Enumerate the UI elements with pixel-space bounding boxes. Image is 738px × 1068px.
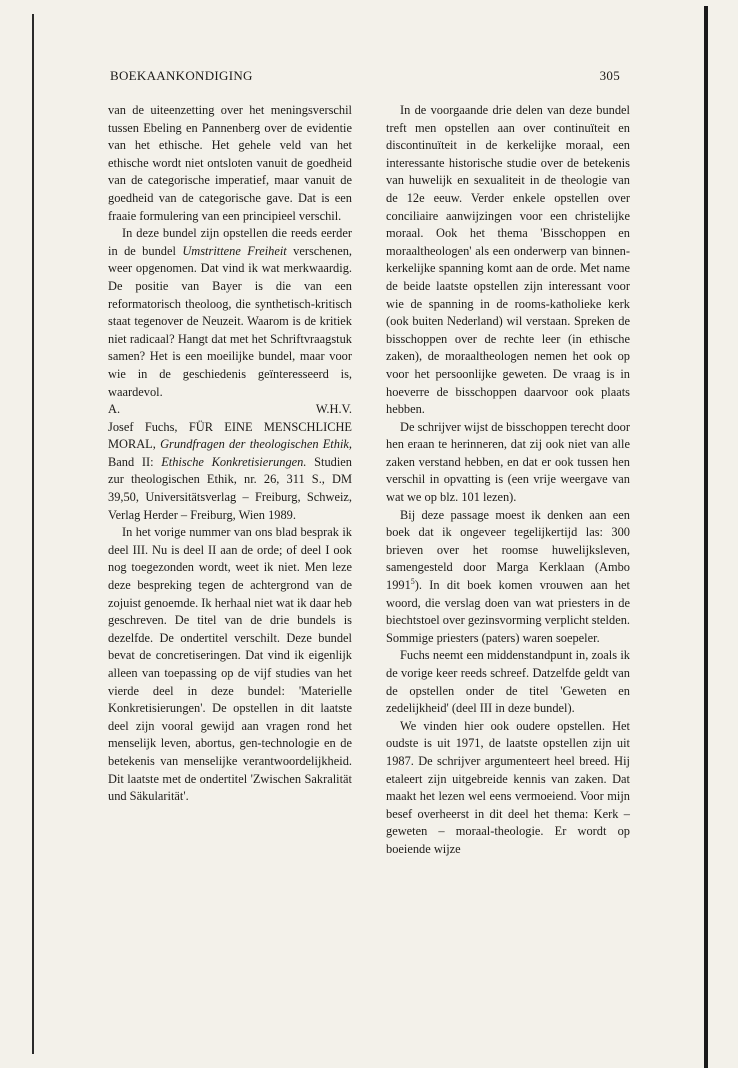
paragraph: In de voorgaande drie delen van deze bundel treft men opstellen aan over continuïteit en discontinuïteit in de kerkelijke moraal, een interessante historische studie over de betekenis van huwelijk en sexualiteit in de theologie van de 12e eeuw. Verder enkele opstellen over conciliaire aanwijzingen voor een christelijke moraal. Ook het thema 'Bisschoppen en moraaltheologen' als een onderwerp van binnen-kerkelijke spanning komt aan de orde. Met name de beide laatste opstellen zijn interessant voor wie de spanning in de rooms-katholieke kerk (ook buiten Nederland) wil verstaan. Spreken de bisschoppen over de rechte leer (in ethische zaken), de moraaltheologen nemen het ook op voor het persoonlijke geweten. De vraag is in hoeverre de bisschoppen daarvoor ook plaats hebben. <box>386 103 630 417</box>
paragraph: We vinden hier ook oudere opstellen. Het oudste is uit 1971, de laatste opstellen zijn uit 1987. De schrijver argumenteert heel breed. Hij etaleert zijn uitgebreide kennis van zaken. Dat maakt het lezen wel eens vermoeiend. Voor mijn besef overheerst in dit deel het thema: Kerk – geweten – moraal-theologie. Er wordt op boeiende wijze <box>386 718 630 856</box>
footnote-marker: 5 <box>410 576 415 586</box>
paragraph: van de uiteenzetting over het meningsverschil tussen Ebeling en Pannenberg over de evidentie van het ethische. Het gehele veld van het ethische wordt niet ontsloten vanuit de goedheid van de categorische imperatief, maar vanuit de goedheid van de categorische gave. Dat is een fraaie formulering van een principieel verschil. <box>108 103 352 223</box>
left-column <box>108 102 352 806</box>
review-signature <box>108 401 352 419</box>
right-column <box>386 102 630 859</box>
paragraph: De schrijver wijst de bisschoppen terecht door hen eraan te herinneren, dat zij ook niet van alle zaken verstand hebben, en dat er ook tussen hen verschil in opvatting is (een vrije weergave van wat we op blz. 101 lezen). <box>386 419 630 505</box>
page-number: 305 <box>599 68 620 83</box>
signature-initials: W.H.V. <box>315 402 352 417</box>
bibliographic-entry: Josef Fuchs, FÜR EINE MENSCHLICHE MORAL, Grundfragen der theologischen Ethik, Band II: Ethische Konkretisierungen. Studien zur theologischen Ethik, nr. 26, 311 S., DM 39,50, Universitätsverlag – Freiburg, Schweiz, Verlag Herder – Freiburg, Wien 1989. <box>108 419 352 522</box>
scan-edge-right <box>704 6 708 1068</box>
paragraph: In deze bundel zijn opstellen die reeds eerder in de bundel Umstrittene Freiheit verschenen, weer opgenomen. Dat vind ik wat merkwaardig. De positie van Bayer is die van een reformatorisch theoloog, die synthetisch-kritisch staat tegenover de Neuzeit. Waarom is de kritiek niet radicaal? Hangt dat met het Schriftvraagstuk samen? Het is een moeilijke bundel, maar voor wie in de geschiedenis geïnteresseerd is, waardevol. <box>108 226 352 399</box>
running-header <box>110 68 620 84</box>
scan-edge-left <box>32 14 34 1054</box>
book-title: Umstrittene Freiheit <box>182 243 287 258</box>
section-title: BOEKAANKONDIGING <box>110 68 253 83</box>
paragraph: Fuchs neemt een middenstandpunt in, zoals ik de vorige keer reeds schreef. Datzelfde geldt van de opstellen onder de titel 'Geweten en zedelijkheid' (deel III in deze bundel). <box>386 648 630 716</box>
paragraph: Bij deze passage moest ik denken aan een boek dat ik ongeveer tegelijkertijd las: 300 brieven over het roomse huwelijksleven, samengesteld door Marga Kerklaan (Ambo 1991$^5$). In dit boek komen vrouwen aan het woord, die verslag doen van wat priesters in de biechtstoel over gezinsvorming verplicht stelden. Sommige priesters (paters) waren soepeler. <box>386 507 630 645</box>
paragraph: In het vorige nummer van ons blad besprak ik deel III. Nu is deel II aan de orde; of deel I ook nog toegezonden wordt, weet ik niet. Men leze deze bespreking tegen de achtergrond van de zojuist genoemde. Ik herhaal niet wat ik daar heb geschreven. De titel van de drie bundels is dezelfde. De ondertitel verschilt. Deze bundel bevat de concretiseringen. Dat vind ik eigenlijk alleen van toepassing op de vijf studies van het vierde deel in deze bundel: 'Materielle Konkretisierungen'. De opstellen in dit laatste deel zijn vooral gewijd aan vragen rond het menselijk leven, abortus, gen-technologie en de betekenis van menselijke verantwoordelijkheid. Dit laatste met de ondertitel 'Zwischen Sakralität und Säkularität'. <box>108 525 352 804</box>
signature-left: A. <box>108 402 121 417</box>
